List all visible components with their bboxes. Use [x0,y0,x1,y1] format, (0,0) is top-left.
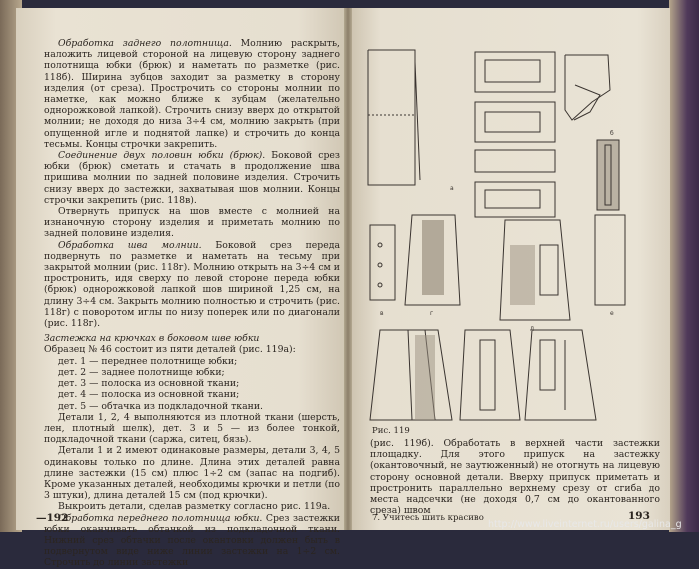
figure-caption: Рис. 119 [372,426,410,436]
left-page-number: —192 [36,512,69,524]
figure-letter: а [450,185,454,192]
sample-line: Образец № 46 состоит из пяти деталей (рис. 119а): [44,344,296,356]
paragraph: Детали 1, 2, 4 выполняются из плотной ткани (шерсть, лен, плотный шелк), дет. 3 и 5 — из более тонкой, подкладочной ткани (саржа, ситец, бязь). [44,411,340,446]
paragraph: Выкроить детали, сделав разметку согласно рис. 119а. [58,501,331,513]
paragraph-text: Боковой срез юбки (брюк) сметать и стачать в продолжение шва пришива молнии по задней половине изделия. Строчить снизу вверх до застежки, захватывая шов молнии. Концы строчки закрепить (рис. 118в). [44,150,340,206]
parts-item: дет. 4 — полоска из основной ткани; [58,389,240,401]
right-page-text [370,438,660,516]
paragraph-heading: Обработка заднего полотнища. [58,38,232,49]
figure-letter: г [430,310,434,317]
paragraph-heading: Обработка шва молнии. [58,239,202,251]
paragraph: (рис. 119б). Обработать в верхней части застежки площадку. Для этого припуск на застежку (окантовочный, не заутюженный) не отогнуть на лицевую сторону основной детали. Вверху припуск приметать и простронить параллельно верхнему срезу от сгиба до места надсечки (не доходя 0,7 см до окантованного среза) швом [370,438,660,517]
paragraph-text: Боковой срез переда подвернуть по разметке и наметать на тесьму при закрытой молнии (рис. 118г). Молнию открыть на 3÷4 см и простронить, идя сверху по левой стороне переда юбки (брюк) однорожковой лапкой шов шириной 1,25 см, на длину 3÷4 см. Закрыть молнию полностью и строчить (рис. 118г) с поворотом иглы по низу поперек или по диагонали (рис. 118г). [44,239,341,330]
figure-b-zipper [597,140,619,210]
paragraph [44,513,340,569]
figure-letter: д [530,325,535,332]
paragraph [44,38,340,150]
paragraph-text: Молнию раскрыть, наложить лицевой стороной на лицевую сторону заднего полотнища юбки (брюк) и наметать по разметке (рис. 118б). Ширина зубцов заходит за разметку в сторону изделия (от среза). Прострочить со стороны молнии по наметке, как можно ближе к зубцам (желательно однорожковой лапкой). Строчить снизу вверх до открытой молнии; не доходя до низа 3÷4 см, молнию закрыть (при опущенной игле и поднятой лапке) и строчить до конца тесьмы. Концы строчки закрепить. [44,38,340,150]
paragraph [44,240,340,330]
paragraph-text: Отвернуть припуск на шов вместе с молнией на изнаночную сторону изделия и приметать молнию по задней половине изделия. [44,206,340,240]
figure-middle-row [370,215,625,320]
parts-item: дет. 5 — обтачка из подкладочной ткани. [58,400,263,412]
left-page-text [44,38,340,569]
right-page-number: 193 [628,510,650,522]
paragraph-text: Срез застежки юбки оканчивать обтачкой из подкладочной ткани. Нижний срез обтачки после окантовки должен быть в подвернутом виде ниже линии застежки на 1÷2 см. Строчить до линии застежки [44,512,341,569]
figure-a-layout [368,50,610,217]
figure-letter: б [610,130,614,137]
sewing-diagram-figure [360,40,660,425]
watermark-url: http://www.liveinternet.ru/users/galina_g [488,519,682,530]
paragraph [44,150,340,206]
parts-item: дет. 2 — заднее полотнище юбки; [58,366,225,378]
paragraph: Детали 1 и 2 имеют одинаковые размеры, детали 3, 4, 5 одинаковы только по длине. Длина этих деталей равна длине застежки (15 см) плюс 1÷2 см (запас на подгиб). Кроме указанных деталей, необходимы крючки и петли (по 3 штуки), длина деталей 15 см (под крючки). [44,445,340,502]
paragraph [44,206,340,240]
section-title: Застежка на крючках в боковом шве юбки [44,333,260,345]
book-cover-right [669,0,699,532]
parts-item: дет. 1 — переднее полотнище юбки; [58,355,238,367]
footer-title: 7. Учитесь шить красиво [372,513,484,523]
figure-bottom-row [370,330,596,420]
figure-letter: е [610,310,614,317]
book-gutter [344,8,352,530]
paragraph-heading: Обработка переднего полотнища юбки. [58,512,263,524]
figure-letter: в [380,310,384,317]
paragraph-heading: Соединение двух половин юбки (брюк). [58,150,266,162]
parts-item: дет. 3 — полоска из основной ткани; [58,378,240,390]
